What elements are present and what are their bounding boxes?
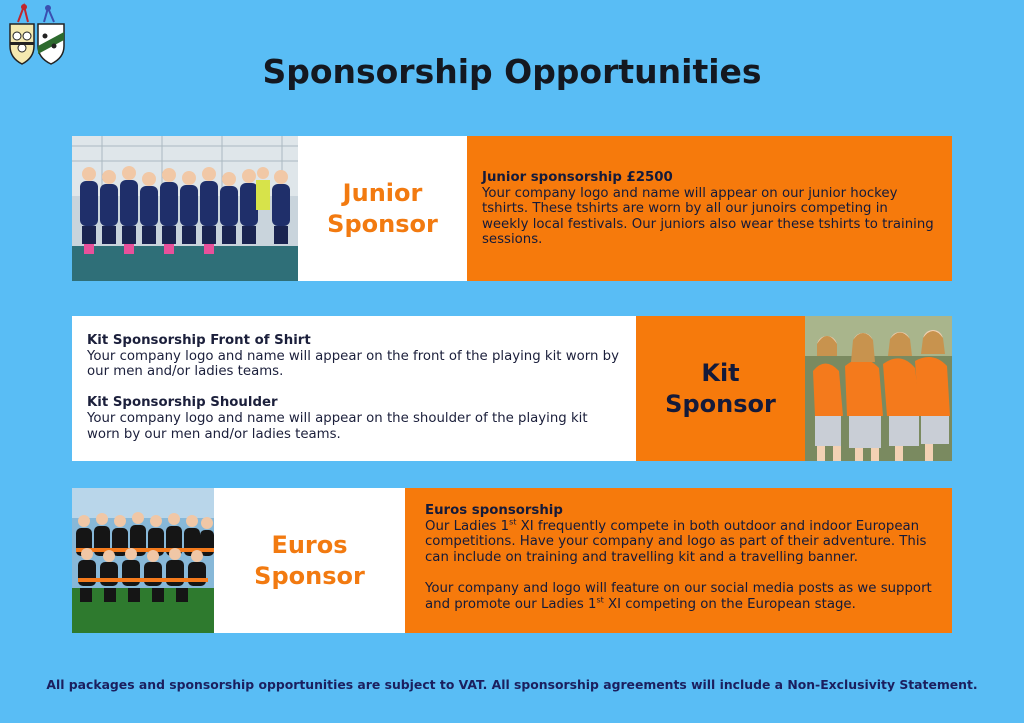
junior-description: [467, 136, 952, 281]
euros-heading: Euros sponsorship: [425, 503, 563, 518]
junior-team-photo: [72, 136, 298, 281]
euros-team-photo: [72, 488, 214, 633]
euros-sponsor-label: [214, 488, 405, 633]
kit-shoulder-heading: Kit Sponsorship Shoulder: [87, 395, 278, 411]
kit-front-heading: Kit Sponsorship Front of Shirt: [87, 333, 311, 348]
kit-sponsor-label: [636, 316, 805, 461]
junior-heading: Junior sponsorship £2500: [482, 170, 673, 185]
kit-shoulder-body: Your company logo and name will appear on the shoulder of the playing kit worn by our men and/or ladies teams.: [87, 410, 588, 442]
kit-description: [72, 316, 636, 461]
kit-front-body: Your company logo and name will appear on the front of the playing kit worn by our men and/or ladies teams.: [87, 348, 619, 380]
junior-label-line2: Sponsor: [327, 209, 438, 238]
junior-sponsor-label: [298, 136, 467, 281]
page-title: Sponsorship Opportunities: [262, 52, 762, 91]
euros-body-1: Our Ladies 1st XI frequently compete in both outdoor and indoor European competitions. Have your company and logo as part of their adventure. This can include on training and travelling kit and a travelling banner.: [425, 517, 927, 565]
kit-label-line2: Sponsor: [665, 389, 776, 418]
euros-label-line1: Euros: [271, 530, 348, 559]
junior-label-line1: Junior: [342, 178, 423, 207]
vat-disclaimer: All packages and sponsorship opportunities are subject to VAT. All sponsorship agreements will include a Non-Exclusivity Statement.: [46, 677, 978, 692]
kit-label-line1: Kit: [701, 358, 740, 387]
kit-sponsor-card: [72, 316, 952, 461]
euros-body-2: Your company and logo will feature on our social media posts as we support and promote our Ladies 1st XI competing on the European stage.: [425, 580, 932, 612]
kit-players-photo: [805, 316, 952, 461]
euros-label-line2: Sponsor: [254, 561, 365, 590]
euros-description: [405, 488, 952, 633]
euros-sponsor-card: [72, 488, 952, 633]
junior-sponsor-card: [72, 136, 952, 281]
junior-body: Your company logo and name will appear on our junior hockey tshirts. These tshirts are worn by all our junoirs competing in weekly local festivals. Our juniors also wear these tshirts to training sessions.: [482, 185, 934, 248]
